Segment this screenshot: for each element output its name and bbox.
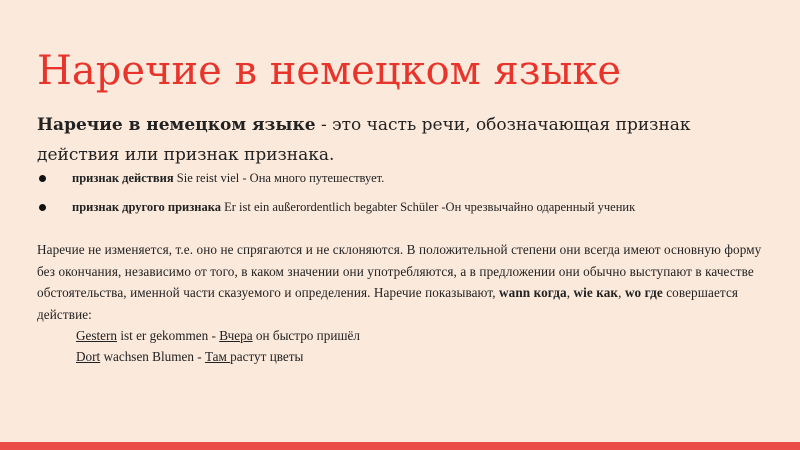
separator: ,: [618, 285, 625, 300]
list-item: [37, 166, 767, 195]
bullet-text: Er ist ein außerordentlich begabter Schüler -Он чрезвычайно одаренный ученик: [220, 200, 636, 214]
bullet-icon: [39, 204, 46, 211]
intro-term: Наречие в немецком языке: [37, 115, 316, 135]
bullet-icon: [39, 175, 46, 182]
example-rest: он быстро пришёл: [252, 328, 360, 343]
bullet-label: признак другого признака: [72, 200, 221, 214]
example-rest: растут цветы: [230, 349, 304, 364]
example-line: [76, 346, 303, 368]
question-wo: wo где: [624, 285, 663, 300]
example-word-ru: Вчера: [219, 328, 253, 343]
example-mid: wachsen Blumen -: [100, 349, 205, 364]
paragraph-end: совершается действие:: [37, 285, 739, 322]
example-word-de: Dort: [76, 349, 101, 364]
bullet-label: признак действия: [72, 171, 174, 185]
question-wann: wann когда: [499, 285, 567, 300]
intro-text: - это часть речи, обозначающая признак действия или признак признака.: [37, 115, 691, 165]
bottom-accent-bar: [0, 442, 800, 450]
list-item: [37, 195, 767, 219]
separator: ,: [566, 285, 574, 300]
example-line: [76, 325, 360, 347]
example-word-de: Gestern: [76, 328, 118, 343]
bullet-list: [37, 166, 767, 219]
intro-definition: [37, 110, 772, 170]
description-paragraph: [37, 239, 772, 325]
paragraph-text: Наречие не изменяется, т.е. оно не спрягаются и не склоняются. В положительной степени они всегда имеют основную форму без окончания, независимо от того, в каком значении они употребляются, а в предложении они обычно выступают в качестве обстоятельства, именной части сказуемого и определения. Наречие показывают,: [37, 242, 762, 300]
page-title: Наречие в немецком языке: [37, 48, 622, 94]
bullet-text: Sie reist viel - Она много путешествует.: [173, 171, 385, 185]
question-wie: wie как: [573, 285, 619, 300]
example-mid: ist er gekommen -: [117, 328, 220, 343]
example-word-ru: Там: [204, 349, 231, 364]
